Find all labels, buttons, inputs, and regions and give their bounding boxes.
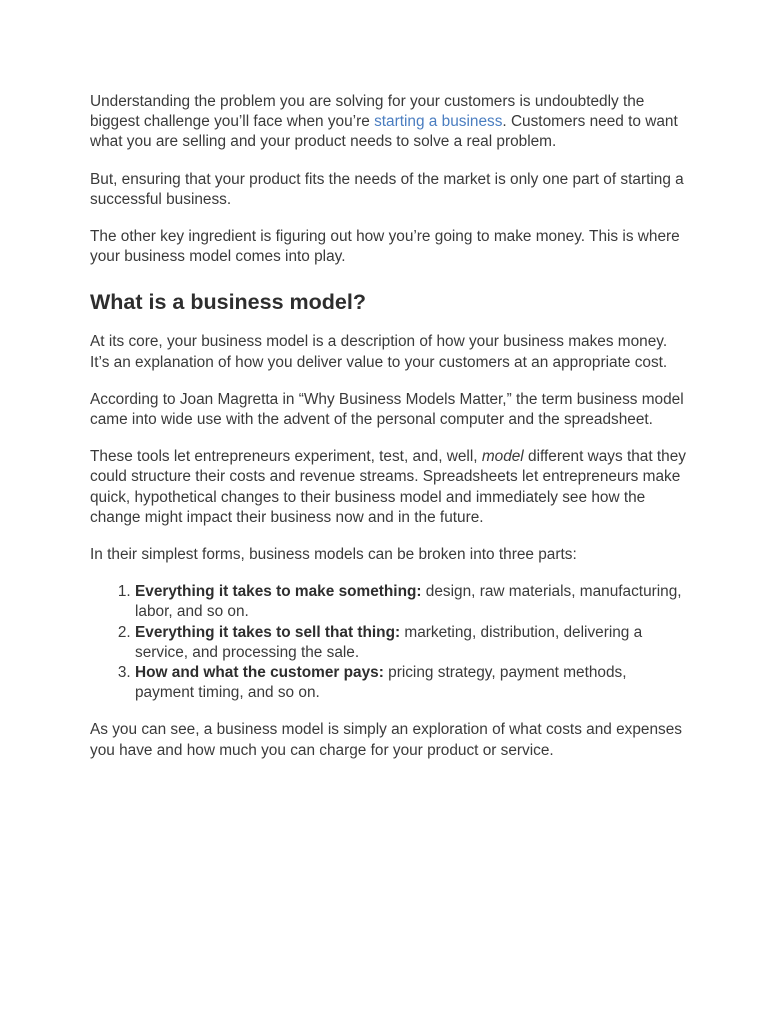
intro-paragraph bbox=[90, 92, 688, 153]
intro-text-before-link: Understanding the problem you are solving for your customers is undoubtedly the biggest challenge you’ll face when you’re bbox=[90, 93, 645, 131]
list-item-bold-label: Everything it takes to sell that thing: bbox=[135, 623, 401, 641]
list-item-text: marketing, distribution, delivering a service, and processing the sale. bbox=[135, 623, 643, 661]
list-item-text: design, raw materials, manufacturing, labor, and so on. bbox=[135, 583, 682, 621]
spreadsheets-text-before-emphasis: These tools let entrepreneurs experiment, test, and, well, bbox=[90, 448, 482, 466]
paragraph-three-parts-intro: In their simplest forms, business models can be broken into three parts: bbox=[90, 546, 577, 564]
intro-text-after-link: . Customers need to want what you are selling and your product needs to solve a real problem. bbox=[90, 113, 678, 151]
list-item-text: pricing strategy, payment methods, payment timing, and so on. bbox=[135, 664, 627, 702]
paragraph-magretta: According to Joan Magretta in “Why Business Models Matter,” the term business model came into wide use with the advent of the personal computer and the spreadsheet. bbox=[90, 390, 684, 429]
section-heading: What is a business model? bbox=[90, 290, 366, 315]
list-item bbox=[135, 663, 688, 703]
paragraph-key-ingredient: The other key ingredient is figuring out how you’re going to make money. This is where your business model comes into play. bbox=[90, 228, 680, 266]
list-item-bold-label: Everything it takes to make something: bbox=[135, 583, 422, 601]
spreadsheets-text-after-emphasis: different ways that they could structure their costs and revenue streams. Spreadsheets let entrepreneurs make quick, hypothetical changes to their business model and immediately see how the change might impact their business now and in the future. bbox=[90, 448, 686, 526]
paragraph-market-fit: But, ensuring that your product fits the needs of the market is only one part of starting a successful business. bbox=[90, 170, 684, 208]
starting-a-business-link[interactable]: starting a business bbox=[374, 113, 503, 131]
list-item bbox=[135, 582, 688, 622]
paragraph-conclusion: As you can see, a business model is simply an exploration of what costs and expenses you have and how much you can charge for your product or service. bbox=[90, 721, 683, 759]
emphasis-model: model bbox=[481, 448, 524, 466]
three-parts-list bbox=[90, 582, 688, 703]
paragraph-definition: At its core, your business model is a description of how your business makes money. It’s an explanation of how you deliver value to your customers at an appropriate cost. bbox=[90, 333, 668, 371]
list-item bbox=[135, 623, 688, 663]
paragraph-spreadsheets bbox=[90, 447, 688, 528]
list-item-bold-label: How and what the customer pays: bbox=[135, 664, 384, 682]
